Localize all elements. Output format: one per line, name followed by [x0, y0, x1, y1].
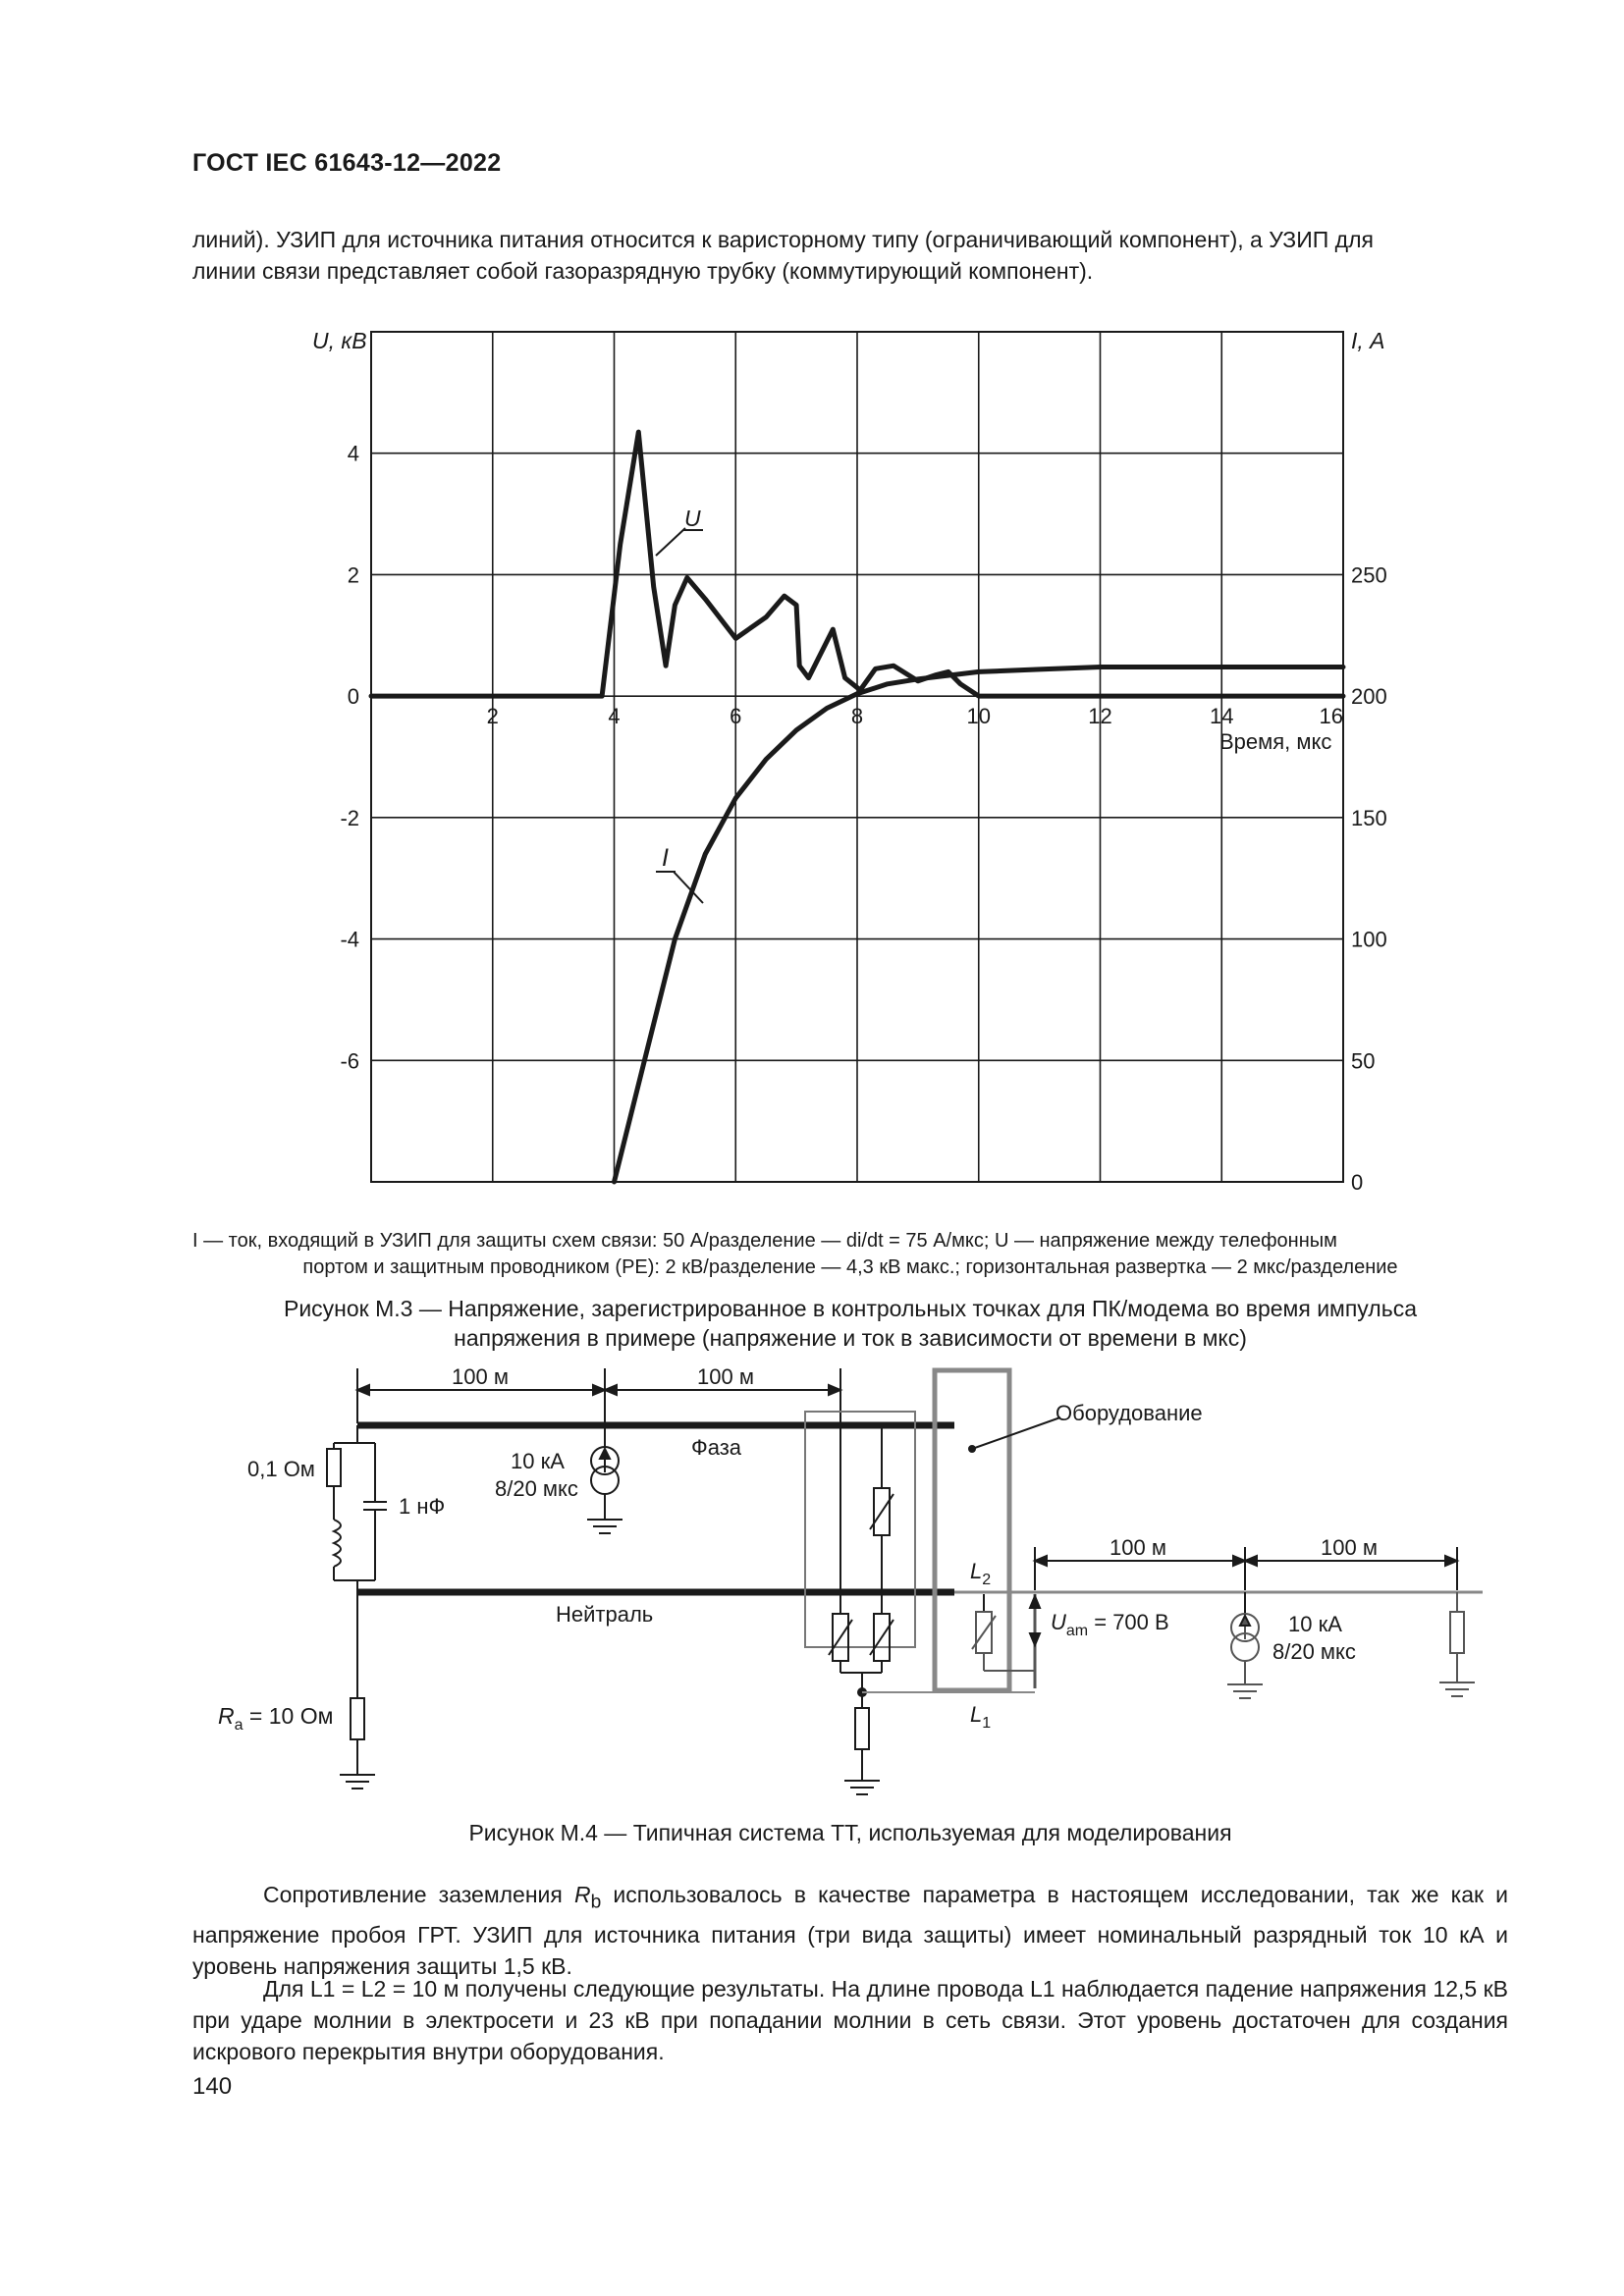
x-tick-label: 12: [1088, 704, 1112, 729]
capacitor-label: 1 нФ: [399, 1494, 446, 1519]
l1-label: $L_1$: [970, 1702, 992, 1732]
y-right-tick-label: 250: [1351, 562, 1387, 588]
x-tick-label: 16: [1319, 704, 1343, 729]
series-label-u: U: [684, 506, 701, 531]
uam-label: $U_{am} = 700$ В: [1051, 1610, 1169, 1639]
document-header: ГОСТ IEC 61643-12—2022: [192, 149, 502, 177]
source-1-current: 10 кА: [511, 1449, 565, 1473]
figure-m3-note-2: портом и защитным проводником (PE): 2 кВ/разделение — 4,3 кВ макс.; горизонтальная развертка — 2 мкс/разделение: [302, 1256, 1398, 1278]
y-left-tick-label: 2: [347, 562, 359, 588]
x-tick-label: 10: [966, 704, 991, 729]
series-label-i: I: [662, 844, 669, 872]
y-right-tick-label: 100: [1351, 927, 1387, 952]
equipment-label: Оборудование: [1056, 1401, 1203, 1425]
neutral-label: Нейтраль: [556, 1602, 654, 1627]
y-left-tick-label: -6: [340, 1048, 359, 1074]
figure-m4-caption: Рисунок М.4 — Типичная система ТТ, используемая для моделирования: [468, 1820, 1232, 1845]
y-right-tick-label: 0: [1351, 1170, 1364, 1195]
resistor-label-01: 0,1 Ом: [247, 1457, 315, 1481]
x-tick-label: 4: [608, 704, 621, 729]
y-right-axis-label: I, А: [1351, 328, 1385, 353]
source-1-waveform: 8/20 мкс: [495, 1476, 578, 1501]
distance-label-3: 100 м: [1110, 1535, 1166, 1560]
y-left-tick-label: 4: [347, 441, 359, 466]
figure-m3-note-1: I — ток, входящий в УЗИП для защиты схем связи: 50 А/разделение — di/dt = 75 А/мкс; U — напряжение между телефонным: [192, 1230, 1337, 1252]
l2-label: $L_2$: [970, 1559, 992, 1588]
source-2-current: 10 кА: [1288, 1612, 1342, 1636]
body-paragraph-2: Для L1 = L2 = 10 м получены следующие результаты. На длине провода L1 наблюдается падение напряжения 12,5 кВ при ударе молнии в электросети и 23 кВ при попадании молнии в сеть связи. Этот уровень достаточен для создания искрового перекрытия внутри оборудования.: [192, 1976, 1508, 2064]
body-paragraph-1: Сопротивление заземления $R_b$ использовалось в качестве параметра в настоящем исследовании, так же как и напряжение пробоя ГРТ. УЗИП для источника питания (три вида защиты) имеет номинальный разрядный ток 10 кА и уровень напряжения защиты 1,5 кВ.: [192, 1882, 1509, 1979]
y-left-tick-label: -2: [340, 805, 359, 830]
y-right-tick-label: 200: [1351, 684, 1387, 710]
y-right-tick-label: 50: [1351, 1048, 1376, 1074]
x-tick-label: 6: [730, 704, 742, 729]
phase-label: Фаза: [691, 1435, 742, 1460]
x-tick-label: 2: [486, 704, 499, 729]
intro-line-1: линий). УЗИП для источника питания относится к варисторному типу (ограничивающий компонент), а УЗИП для: [192, 227, 1374, 252]
y-left-axis-label: U, кВ: [312, 328, 367, 353]
figure-m3-caption-2: напряжения в примере (напряжение и ток в зависимости от времени в мкс): [454, 1325, 1247, 1351]
chart-grid: [371, 332, 1343, 1182]
ra-label: $R_a = 10$ Ом: [218, 1703, 334, 1734]
x-tick-label: 8: [850, 704, 864, 729]
x-tick-label: 14: [1210, 704, 1234, 729]
y-right-tick-label: 150: [1351, 805, 1387, 830]
source-2-waveform: 8/20 мкс: [1272, 1639, 1356, 1664]
distance-label-2: 100 м: [697, 1364, 754, 1389]
figure-m3-caption-1: Рисунок М.3 — Напряжение, зарегистрированное в контрольных точках для ПК/модема во время импульса: [283, 1296, 1417, 1321]
y-left-tick-label: 0: [347, 684, 359, 710]
figure-m4-schematic: [0, 1355, 1624, 1806]
distance-label-1: 100 м: [452, 1364, 509, 1389]
page-number: 140: [192, 2073, 233, 2100]
x-axis-label: Время, мкс: [1219, 729, 1332, 754]
intro-line-2: линии связи представляет собой газоразрядную трубку (коммутирующий компонент).: [192, 258, 1094, 284]
distance-label-4: 100 м: [1321, 1535, 1378, 1560]
y-left-tick-label: -4: [340, 927, 359, 952]
